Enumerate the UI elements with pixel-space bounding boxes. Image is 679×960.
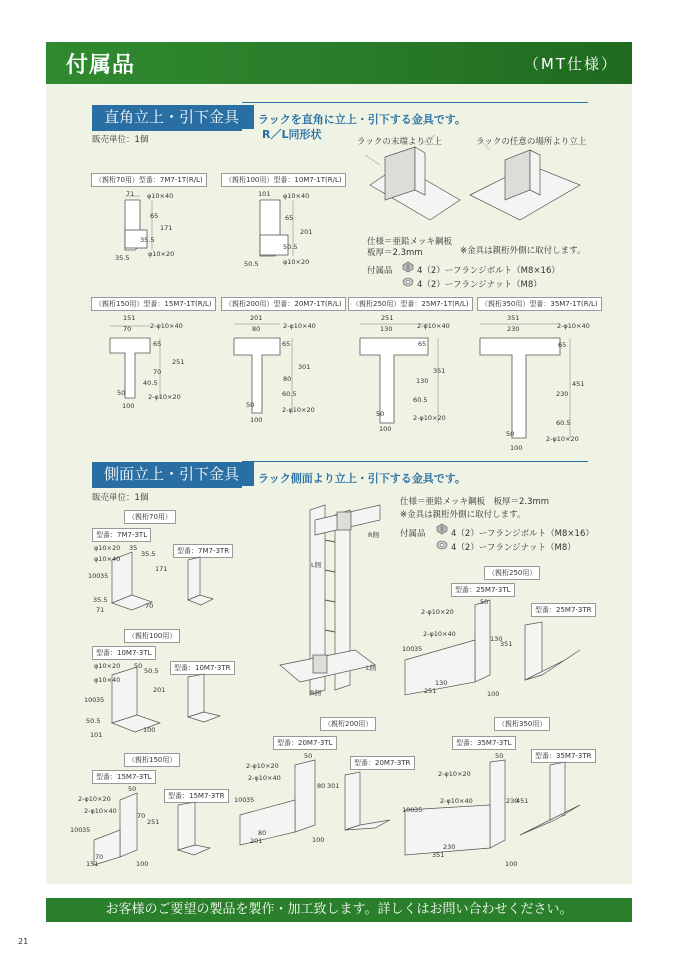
dimension-label: 100 xyxy=(143,726,156,734)
page-header xyxy=(46,42,632,84)
dimension-label: 35.5 xyxy=(141,550,156,558)
dimension-label: 100 xyxy=(402,806,415,814)
item-label-20M7-1T: （親桁200用）型番：20M7-1T(R/L) xyxy=(221,297,346,311)
dimension-label: 60.5 xyxy=(282,390,297,398)
dimension-label: 251 xyxy=(172,358,185,366)
dimension-label: 2-φ10×20 xyxy=(246,762,279,770)
model-15M7-3TL: 型番：15M7-3TL xyxy=(92,770,156,784)
dimension-label: 60.5 xyxy=(413,396,428,404)
section2-lead: ラック側面より立上・引下する金具です。 xyxy=(258,472,466,485)
section1-lead2: R／L同形状 xyxy=(262,128,322,141)
bolt-icon-2 xyxy=(436,524,448,536)
model-15M7-3TR: 型番：15M7-3TR xyxy=(164,789,229,803)
dimension-label: 50 xyxy=(117,389,126,397)
dimension-label: 71 xyxy=(96,606,105,614)
section1-title: 直角立上・引下金具 xyxy=(92,105,254,129)
dimension-label: φ10×20 xyxy=(283,258,310,266)
drawing-7M7-3TL xyxy=(92,540,182,620)
dimension-label: 2-φ10×20 xyxy=(438,770,471,778)
rack-end-iso-drawing xyxy=(360,145,470,235)
model-35M7-3TL: 型番：35M7-3TL xyxy=(452,736,516,750)
dimension-label: 35 xyxy=(100,572,109,580)
item-label-7M7-1T: （親桁70用）型番：7M7-1T(R/L) xyxy=(91,173,207,187)
dimension-label: 2-φ10×40 xyxy=(150,322,183,330)
drawing-20M7-3TR xyxy=(340,770,395,845)
section1-spec-note: ※金具は親桁外側に取付します。 xyxy=(460,246,586,256)
dimension-label: 35 xyxy=(246,796,255,804)
dimension-label: 2-φ10×20 xyxy=(148,393,181,401)
dimension-label: 35 xyxy=(129,544,138,552)
dimension-label: 50 xyxy=(376,410,385,418)
dimension-label: φ10×20 xyxy=(94,544,121,552)
section2-acc-bolt: 4（2）ーフランジボルト（M8×16） xyxy=(451,529,594,539)
dimension-label: 100 xyxy=(70,826,83,834)
dimension-label: 201 xyxy=(153,686,166,694)
dimension-label: 2-φ10×40 xyxy=(417,322,450,330)
dimension-label: 130 xyxy=(435,679,448,687)
page-subtitle: （MT仕様） xyxy=(523,55,618,73)
dimension-label: 100 xyxy=(250,416,263,424)
dimension-label: 60.5 xyxy=(556,419,571,427)
item-label-15M7-1T: （親桁150用）型番：15M7-1T(R/L) xyxy=(91,297,216,311)
model-7M7-3TR: 型番：7M7-3TR xyxy=(173,544,233,558)
dimension-label: φ10×20 xyxy=(148,250,175,258)
dimension-label: 130 xyxy=(380,325,393,333)
dimension-label: 130 xyxy=(416,377,429,385)
dimension-label: 351 xyxy=(433,367,446,375)
model-25M7-3TR: 型番：25M7-3TR xyxy=(531,603,596,617)
drawing-20M7-3TL xyxy=(240,760,340,845)
section2-rule xyxy=(242,461,588,462)
dimension-label: 100 xyxy=(312,836,325,844)
dimension-label: 70 xyxy=(95,853,104,861)
section1-acc-nut: 4（2）ーフランジナット（M8） xyxy=(417,280,542,290)
section2-spec: 仕様＝亜鉛メッキ鋼板 板厚＝2.3mm xyxy=(400,497,550,507)
dimension-label: 65 xyxy=(150,212,159,220)
dimension-label: 2-φ10×20 xyxy=(282,406,315,414)
dimension-label: φ10×40 xyxy=(283,192,310,200)
drawing-7M7-3TR xyxy=(178,555,218,610)
section1-underline xyxy=(92,129,242,131)
model-10M7-3TR: 型番：10M7-3TR xyxy=(170,661,235,675)
dimension-label: φ10×40 xyxy=(94,555,121,563)
dimension-label: 100 xyxy=(84,696,97,704)
dimension-label: 65 xyxy=(558,341,567,349)
dimension-label: 50 xyxy=(134,662,143,670)
dimension-label: 100 xyxy=(234,796,247,804)
dimension-label: 100 xyxy=(379,425,392,433)
dimension-label: 201 xyxy=(250,837,263,845)
dimension-label: 100 xyxy=(88,572,101,580)
section1-spec-material: 仕様＝亜鉛メッキ鋼板 xyxy=(367,237,453,247)
drawing-35M7-3TR xyxy=(520,765,585,855)
dimension-label: 301 xyxy=(298,363,311,371)
group-label-250: （親桁250用） xyxy=(484,566,540,580)
dimension-label: 50.5 xyxy=(244,260,259,268)
dimension-label: 2-φ10×40 xyxy=(423,630,456,638)
dimension-label: 50.5 xyxy=(283,243,298,251)
drawing-10M7-3TR xyxy=(180,672,225,727)
label-r-side-top: R側 xyxy=(368,531,380,539)
dimension-label: 151 xyxy=(86,860,99,868)
dimension-label: 251 xyxy=(147,818,160,826)
dimension-label: 35 xyxy=(414,806,423,814)
section2-underline xyxy=(92,486,242,488)
page-number: 21 xyxy=(18,937,29,946)
label-l-side-top: L側 xyxy=(311,561,322,569)
dimension-label: 35 xyxy=(96,696,105,704)
bolt-icon xyxy=(402,262,414,274)
dimension-label: 351 xyxy=(432,851,445,859)
footer-banner: お客様のご要望の製品を製作・加工致します。詳しくはお問い合わせください。 xyxy=(46,898,632,922)
section1-acc-bolt: 4（2）ーフランジボルト（M8×16） xyxy=(417,266,560,276)
dimension-label: 65 xyxy=(418,340,427,348)
dimension-label: 2-φ10×40 xyxy=(283,322,316,330)
section2-acc-nut: 4（2）ーフランジナット（M8） xyxy=(451,543,576,553)
dimension-label: 101 xyxy=(90,731,103,739)
dimension-label: 171 xyxy=(160,224,173,232)
model-10M7-3TL: 型番：10M7-3TL xyxy=(92,646,156,660)
section1-view-right: ラックの任意の場所より立上 xyxy=(476,137,587,147)
dimension-label: 70 xyxy=(123,325,132,333)
dimension-label: 40.5 xyxy=(143,379,158,387)
dimension-label: 100 xyxy=(487,690,500,698)
page-title: 付属品 xyxy=(66,53,136,78)
group-label-200: （親桁200用） xyxy=(320,717,376,731)
label-l-side-bottom: L側 xyxy=(366,664,377,672)
drawing-10M7-3TL xyxy=(92,660,182,740)
dimension-label: 2-φ10×40 xyxy=(84,807,117,815)
item-label-35M7-1T: （親桁350用）型番：35M7-1T(R/L) xyxy=(477,297,602,311)
dimension-label: 100 xyxy=(402,645,415,653)
dimension-label: φ10×40 xyxy=(147,192,174,200)
dimension-label: 201 xyxy=(300,228,313,236)
dimension-label: 2-φ10×40 xyxy=(557,322,590,330)
dimension-label: 80 xyxy=(258,829,267,837)
dimension-label: φ10×40 xyxy=(94,676,121,684)
dimension-label: 35.5 xyxy=(115,254,130,262)
dimension-label: 171 xyxy=(155,565,168,573)
model-20M7-3TL: 型番：20M7-3TL xyxy=(273,736,337,750)
dimension-label: 2-φ10×20 xyxy=(78,795,111,803)
section2-acc-label: 付属品 xyxy=(400,529,426,539)
section1-unit: 販売単位：1個 xyxy=(92,135,149,145)
dimension-label: 230 xyxy=(443,843,456,851)
nut-icon-2 xyxy=(436,540,448,550)
section1-rule xyxy=(242,102,588,103)
section2-title: 側面立上・引下金具 xyxy=(92,462,254,486)
item-label-25M7-1T: （親桁250用）型番：25M7-1T(R/L) xyxy=(348,297,473,311)
dimension-label: 71 xyxy=(126,190,135,198)
dimension-label: φ10×20 xyxy=(94,662,121,670)
section1-lead: ラックを直角に立上・引下する金具です。 xyxy=(258,113,466,126)
dimension-label: 301 xyxy=(327,782,340,790)
dimension-label: 100 xyxy=(505,860,518,868)
dimension-label: 50 xyxy=(480,598,489,606)
model-35M7-3TR: 型番：35M7-3TR xyxy=(531,749,596,763)
dimension-label: 35.5 xyxy=(93,596,108,604)
dimension-label: 70 xyxy=(137,812,146,820)
dimension-label: 2-φ10×40 xyxy=(440,797,473,805)
nut-icon xyxy=(402,277,414,287)
dimension-label: 65 xyxy=(153,340,162,348)
dimension-label: 2-φ10×20 xyxy=(413,414,446,422)
rack-middle-iso-drawing xyxy=(470,145,585,235)
dimension-label: 80 xyxy=(283,375,292,383)
dimension-label: 50 xyxy=(506,430,515,438)
drawing-25M7-1T xyxy=(358,318,468,428)
dimension-label: 351 xyxy=(500,640,513,648)
section1-acc-label: 付属品 xyxy=(367,266,393,276)
dimension-label: 100 xyxy=(136,860,149,868)
dimension-label: 100 xyxy=(510,444,523,452)
drawing-15M7-3TR xyxy=(170,800,215,860)
model-20M7-3TR: 型番：20M7-3TR xyxy=(350,756,415,770)
item-label-10M7-1T: （親桁100用）型番：10M7-1T(R/L) xyxy=(221,173,346,187)
dimension-label: 2-φ10×20 xyxy=(421,608,454,616)
dimension-label: 2-φ10×40 xyxy=(248,774,281,782)
dimension-label: 230 xyxy=(507,325,520,333)
dimension-label: 70 xyxy=(153,368,162,376)
dimension-label: 80 xyxy=(317,782,326,790)
dimension-label: 251 xyxy=(381,314,394,322)
dimension-label: 151 xyxy=(123,314,136,322)
dimension-label: 230 xyxy=(506,797,519,805)
dimension-label: 201 xyxy=(250,314,263,322)
dimension-label: 70 xyxy=(145,602,154,610)
section2-spec-note: ※金具は親桁外側に取付します。 xyxy=(400,510,526,520)
dimension-label: 50 xyxy=(246,401,255,409)
dimension-label: 130 xyxy=(490,635,503,643)
dimension-label: 50.5 xyxy=(86,717,101,725)
dimension-label: 100 xyxy=(122,402,135,410)
dimension-label: 35 xyxy=(82,826,91,834)
dimension-label: 35 xyxy=(414,645,423,653)
drawing-25M7-3TR xyxy=(520,620,585,695)
model-7M7-3TL: 型番：7M7-3TL xyxy=(92,528,151,542)
group-label-150: （親桁150用） xyxy=(124,753,180,767)
label-r-side-bottom: R側 xyxy=(310,689,322,697)
dimension-label: 50 xyxy=(304,752,313,760)
dimension-label: 65 xyxy=(285,214,294,222)
dimension-label: 251 xyxy=(424,687,437,695)
dimension-label: 50.5 xyxy=(144,667,159,675)
dimension-label: 451 xyxy=(516,797,529,805)
section1-view-left: ラックの末端より立上 xyxy=(357,137,442,147)
group-label-100: （親桁100用） xyxy=(124,629,180,643)
group-label-70: （親桁70用） xyxy=(124,510,176,524)
dimension-label: 230 xyxy=(556,390,569,398)
dimension-label: 65 xyxy=(282,340,291,348)
group-label-350: （親桁350用） xyxy=(494,717,550,731)
dimension-label: 451 xyxy=(572,380,585,388)
dimension-label: 35.5 xyxy=(140,236,155,244)
dimension-label: 351 xyxy=(507,314,520,322)
section2-unit: 販売単位：1個 xyxy=(92,493,149,503)
dimension-label: 50 xyxy=(495,752,504,760)
dimension-label: 80 xyxy=(252,325,261,333)
dimension-label: 50 xyxy=(128,785,137,793)
section1-spec-thickness: 板厚＝2.3mm xyxy=(367,248,423,258)
dimension-label: 101 xyxy=(258,190,271,198)
dimension-label: 2-φ10×20 xyxy=(546,435,579,443)
model-25M7-3TL: 型番：25M7-3TL xyxy=(451,583,515,597)
